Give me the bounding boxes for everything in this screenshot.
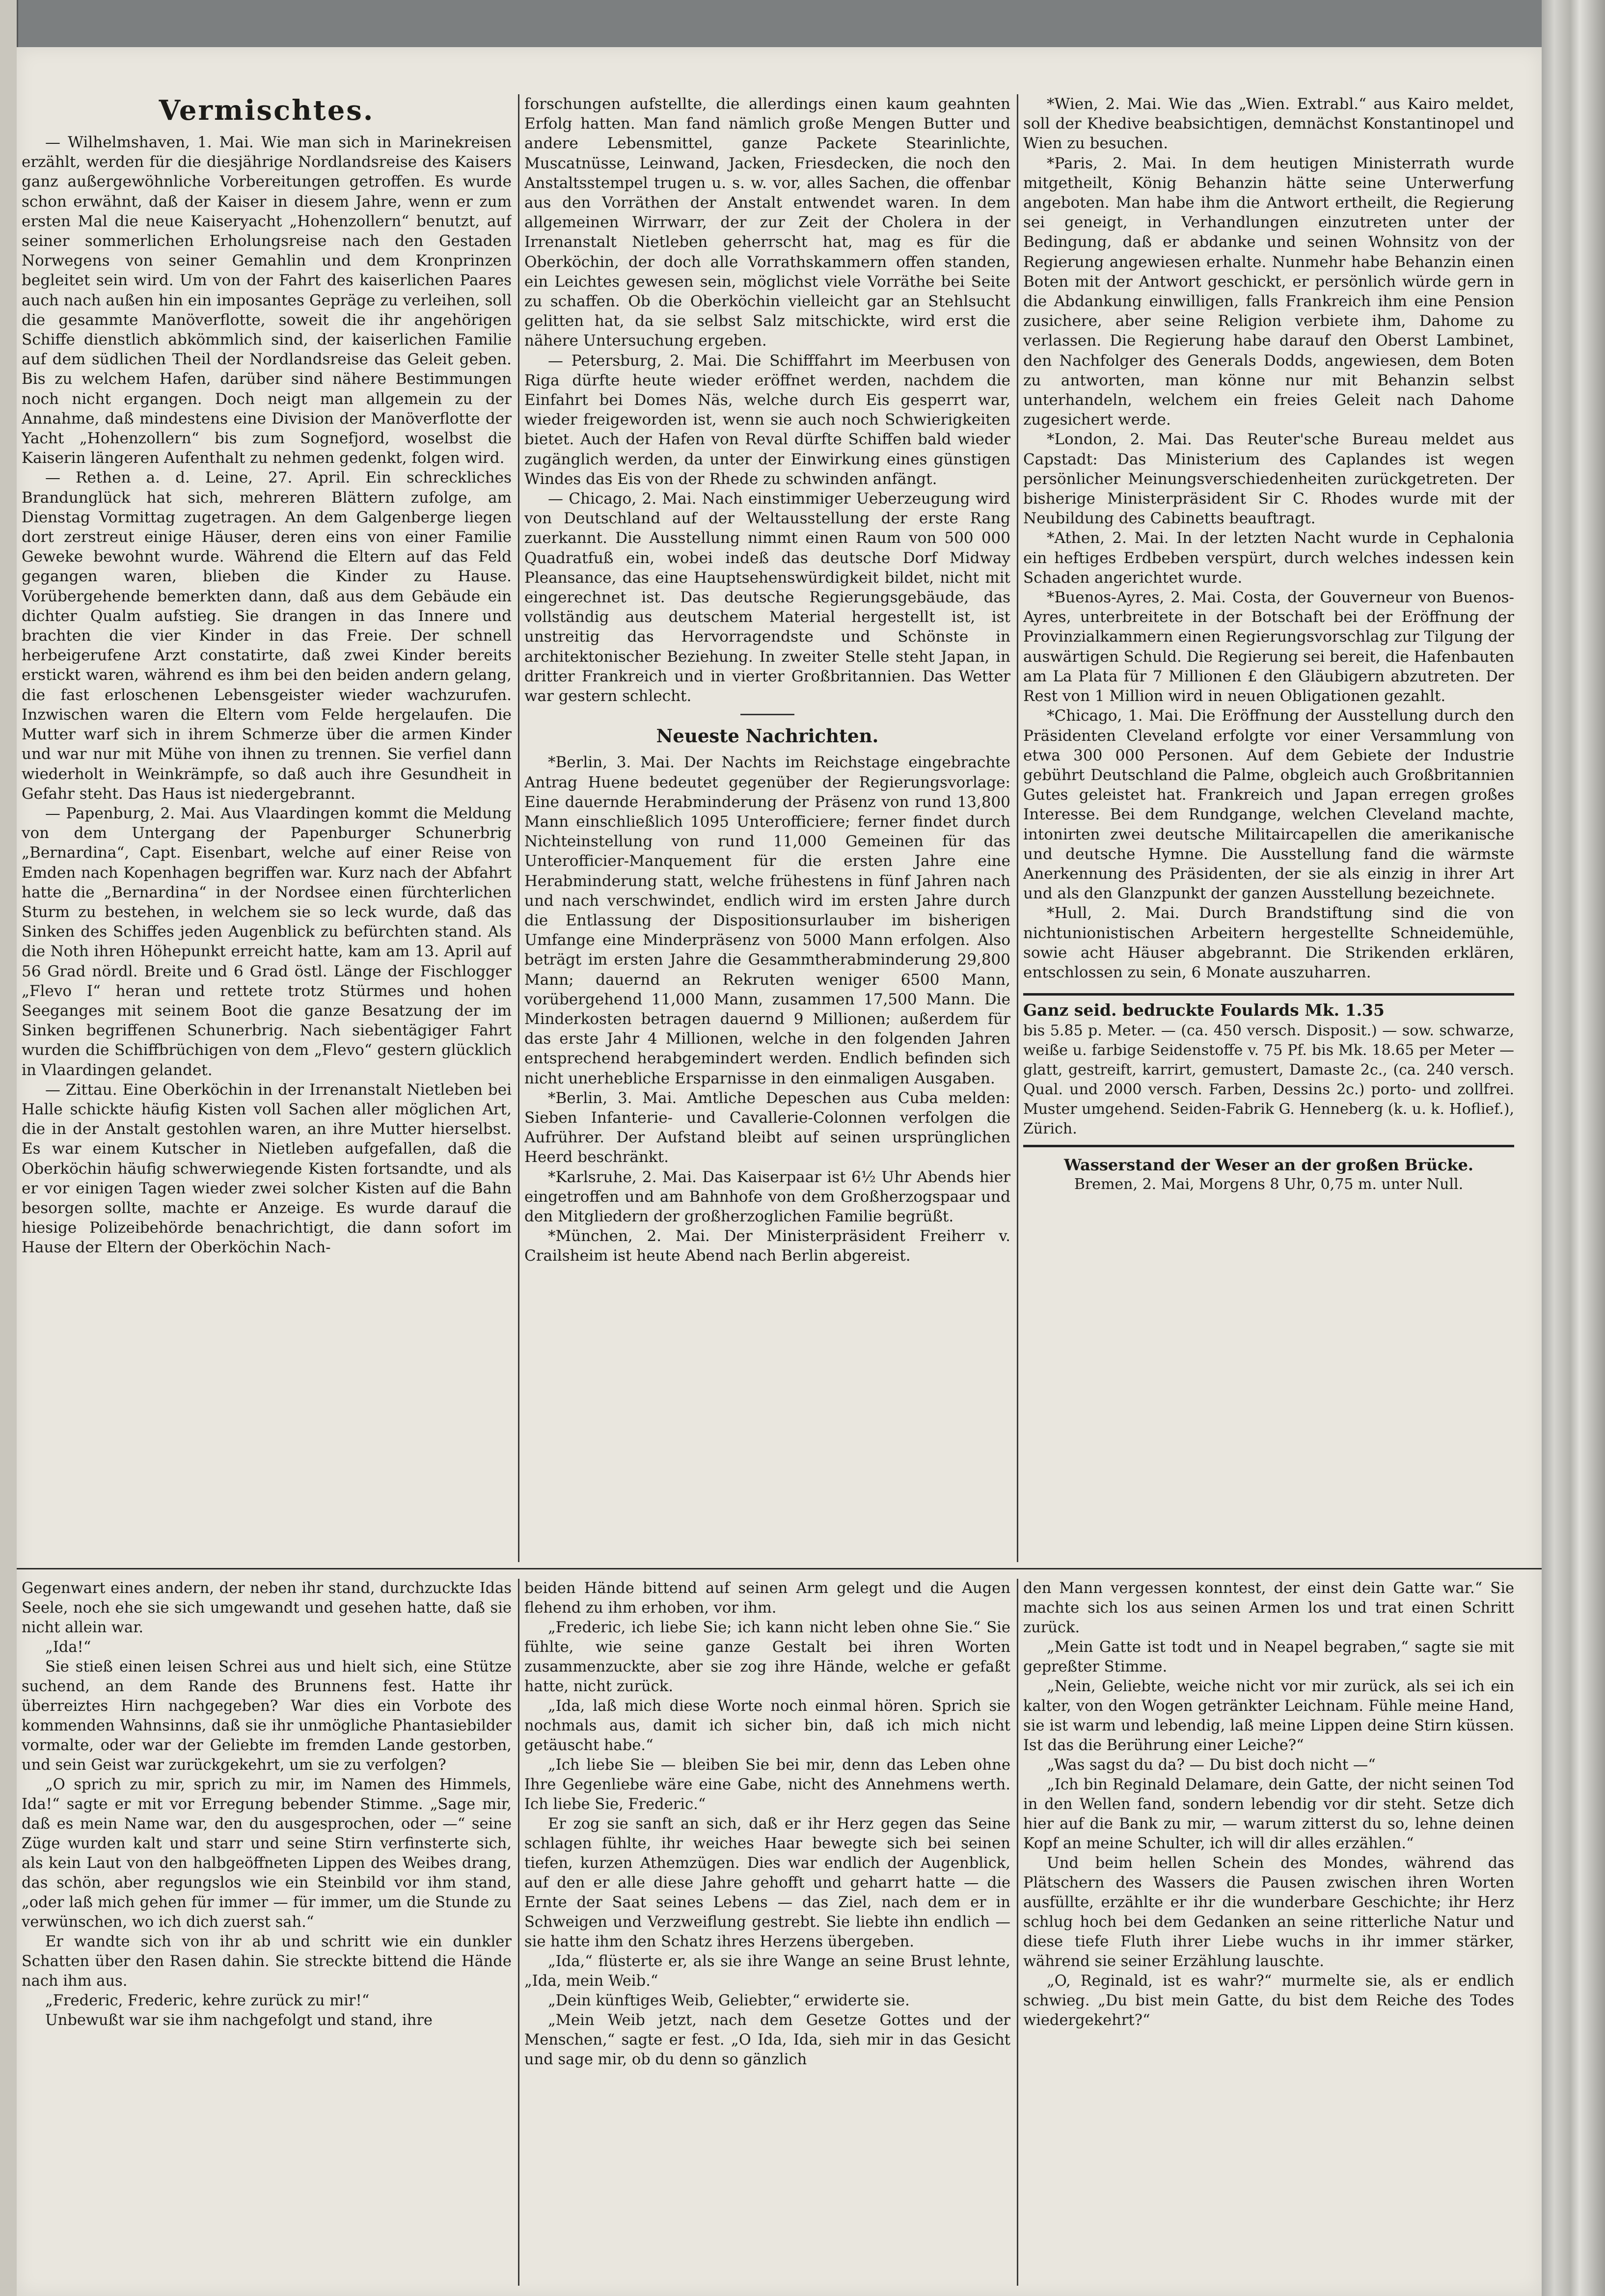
story-paragraph: „O, Reginald, ist es wahr?“ murmelte sie, als er endlich schwieg. „Du bist mein Gatte, du bist dem Reiche des Todes wiedergekehrt?“ (1023, 1972, 1514, 2029)
story-paragraph: den Mann vergessen konntest, der einst dein Gatte war.“ Sie machte sich los aus seinen Armen los und trat einen Schritt zurück. (1023, 1580, 1514, 1636)
news-muenchen: *München, 2. Mai. Der Ministerpräsident Freiherr v. Crailsheim ist heute Abend nach Berlin abgereist. (524, 1227, 1010, 1265)
separator-line (740, 714, 794, 715)
story-paragraph: „Ida,“ flüsterte er, als sie ihre Wange an seine Brust lehnte, „Ida, mein Weib.“ (524, 1953, 1010, 1990)
story-column-3 (1023, 1579, 1514, 2286)
column-middle (524, 94, 1010, 1562)
story-paragraph: „Nein, Geliebte, weiche nicht vor mir zurück, als sei ich ein kalter, von den Wogen getränkter Leichnam. Fühle meine Hand, sie ist warm und lebendig, laß meine Lippen deine Stirn küssen. Ist das die Berührung einer Leiche?“ (1023, 1678, 1514, 1754)
article-rethen: — Rethen a. d. Leine, 27. April. Ein schreckliches Brandunglück hat sich, mehreren Blättern zufolge, am Dienstag Vormittag zugetragen. An dem Galgenberge liegen dort zerstreut einige Häuser, deren eins von einer Familie Geweke bewohnt wurde. Während die Eltern auf das Feld gegangen waren, blieben die Kinder zu Hause. Vorübergehende bemerkten dann, daß aus dem Gebäude ein dichter Qualm aufstieg. Sie drangen in das Innere und brachten die vier Kinder in das Freie. Der schnell herbeigerufene Arzt constatirte, daß zwei Kinder bereits erstickt waren, während es ihm bei den beiden andern gelang, die fast erloschenen Lebensgeister wieder wachzurufen. Inzwischen waren die Eltern vom Felde hergelaufen. Die Mutter warf sich in ihrem Schmerze über die armen Kinder und war nur mit Mühe von ihnen zu trennen. Sie verfiel dann wiederholt in Weinkrämpfe, so daß auch ihre Gesundheit in Gefahr steht. Das Haus ist niedergebrannt. (22, 469, 512, 803)
story-paragraph: Gegenwart eines andern, der neben ihr stand, durchzuckte Idas Seele, noch ehe sie sich umgewandt und gesehen hatte, daß sie nicht allein war. (22, 1580, 512, 1636)
news-hull: *Hull, 2. Mai. Durch Brandstiftung sind die von nichtunionistischen Arbeitern hergestellte Schneidemühle, sowie acht Häuser abgebrannt. Die Strikenden erklären, entschlossen zu sein, 6 Monate auszuharren. (1023, 904, 1514, 981)
news-berlin-2: *Berlin, 3. Mai. Amtliche Depeschen aus Cuba melden: Sieben Infanterie- und Cavallerie-Colonnen verfolgen die Aufrührer. Der Aufstand bleibt auf seinen ursprünglichen Heerd beschränkt. (524, 1089, 1010, 1166)
article-zittau: — Zittau. Eine Oberköchin in der Irrenanstalt Nietleben bei Halle schickte häufig Kisten voll Sachen aller möglichen Art, die in der Anstalt gestohlen waren, an ihre Mutter hierselbst. Es war einem Kutscher in Nietleben aufgefallen, daß die Oberköchin häufig schwerwiegende Kisten fortsandte, und als er vor einigen Tagen wieder zwei solcher Kisten auf die Bahn besorgen sollte, machte er Anzeige. Es wurde darauf die hiesige Polizeibehörde benachrichtigt, die dann sofort im Hause der Eltern der Oberköchin Nach- (22, 1080, 512, 1257)
column-divider (518, 94, 519, 1562)
story-paragraph: „Was sagst du da? — Du bist doch nicht —“ (1047, 1756, 1376, 1774)
news-berlin-1: *Berlin, 3. Mai. Der Nachts im Reichstage eingebrachte Antrag Huene bedeutet gegenüber der Regierungsvorlage: Eine dauernde Herabminderung der Präsenz von rund 13,800 Mann einschließlich 1095 Unterofficiere; ferner findet durch Nichteinstellung von rund 11,000 Gemeinen für das Unterofficier-Manquement für die ersten Jahre eine Herabminderung statt, welche frühestens in fünf Jahren nach und nach verschwindet, endlich wird im ersten Jahre durch die Entlassung der Dispositionsurlauber im bisherigen Umfange eine Minderpräsenz von 5000 Mann erfolgen. Also beträgt im ersten Jahre die Gesammtherabminderung 29,800 Mann; dauernd an Rekruten weniger 6500 Mann, vorübergehend 11,000 Mann, zusammen 17,500 Mann. Die Minderkosten betragen dauernd 9 Millionen; außerdem für das erste Jahr 4 Millionen, welche in den folgenden Jahren entsprechend herabgemindert werden. Endlich befinden sich nicht unerhebliche Ersparnisse in den einmaligen Ausgaben. (524, 754, 1010, 1087)
feuilleton-divider (17, 1568, 1542, 1569)
article-petersburg: — Petersburg, 2. Mai. Die Schifffahrt im Meerbusen von Riga dürfte heute wieder eröffnet werden, nachdem die Einfahrt bei Domes Näs, welche durch Eis gesperrt war, wieder freigeworden ist, wenn sie auch noch Schwierigkeiten bietet. Auch der Hafen von Reval dürfte Schiffen bald wieder zugänglich werden, da unter der Einwirkung eines günstigen Windes das Eis von der Rhede zu schwinden anfängt. (524, 351, 1010, 488)
story-paragraph: „Ida!“ (45, 1639, 91, 1656)
news-london: *London, 2. Mai. Das Reuter'sche Bureau meldet aus Capstadt: Das Ministerium des Caplandes ist wegen persönlicher Meinungsverschiedenheiten zurückgetreten. Der bisherige Ministerpräsident Sir C. Rhodes wurde mit der Neubildung des Cabinetts beauftragt. (1023, 431, 1514, 528)
story-paragraph: „O sprich zu mir, sprich zu mir, im Namen des Himmels, Ida!“ sagte er mit vor Erregung bebender Stimme. „Sage mir, daß es mein Name war, den du ausgesprochen, oder —“ seine Züge wurden kalt und starr und seine Stirn verfinsterte sich, als kein Laut von den halbgeöffneten Lippen des Weibes drang, das schön, aber regungslos wie ein Steinbild vor ihm stand, „oder laß mich gehen für immer — für immer, um die Stunde zu verwünschen, wo ich dich zuerst sah.“ (22, 1776, 512, 1931)
news-karlsruhe: *Karlsruhe, 2. Mai. Das Kaiserpaar ist 6½ Uhr Abends hier eingetroffen und am Bahnhofe von dem Großherzogspaar und den Mitgliedern der großherzoglichen Familie begrüßt. (524, 1168, 1010, 1225)
story-paragraph: „Frederic, Frederic, kehre zurück zu mir!“ (45, 1992, 370, 2009)
ad-headline: Ganz seid. bedruckte Foulards Mk. 1.35 (1023, 1000, 1385, 1020)
story-paragraph: „Dein künftiges Weib, Geliebter,“ erwiderte sie. (548, 1992, 910, 2009)
left-page-edge (0, 0, 18, 2296)
news-buenos-ayres: *Buenos-Ayres, 2. Mai. Costa, der Gouverneur von Buenos-Ayres, unterbreitete in der Botschaft bei der Eröffnung der Provinzialkammern einen Regierungsvorschlag zur Tilgung der auswärtigen Schuld. Die Regierung sei bereit, die Hafenbauten am La Plata für 7 Millionen £ den Gläubigern abzutreten. Der Rest von 1 Million wird in neuen Obligationen gezahlt. (1023, 589, 1514, 705)
newspaper-page (17, 47, 1542, 2296)
news-paris: *Paris, 2. Mai. In dem heutigen Ministerrath wurde mitgetheilt, König Behanzin hätte seine Unterwerfung angeboten. Man habe ihm die Antwort ertheilt, die Regierung sei geneigt, in Verhandlungen einzutreten unter der Bedingung, daß er abdanke und seinen Wohnsitz von der Regierung angewiesen erhalte. Nunmehr habe Behanzin einen Boten mit der Antwort geschickt, er persönlich würde gern in die Abdankung einwilligen, falls Frankreich ihm eine Pension zusichere, aber seine Religion verbiete ihm, Dahome zu verlassen. Die Regierung habe darauf den Oberst Lambinet, den Nachfolger des Generals Dodds, angewiesen, dem Boten zu antworten, man könne nur mit Behanzin selbst unterhandeln, welchem ein freies Geleit nach Dahome zugesichert werde. (1023, 154, 1514, 429)
story-paragraph: „Ich bin Reginald Delamare, dein Gatte, der nicht seinen Tod in den Wellen fand, sondern lebendig vor dir steht. Setze dich hier auf die Bank zu mir, — warum zitterst du so, lehne deinen Kopf an meine Schulter, ich will dir alles erzählen.“ (1023, 1776, 1514, 1852)
column-divider (1017, 94, 1018, 1562)
story-paragraph: „Mein Gatte ist todt und in Neapel begraben,“ sagte sie mit gepreßter Stimme. (1023, 1639, 1514, 1675)
column-left (22, 91, 512, 1557)
story-column-1 (22, 1579, 512, 2286)
column-right (1023, 94, 1514, 1562)
story-paragraph: beiden Hände bittend auf seinen Arm gelegt und die Augen flehend zu ihm erhoben, vor ihm. (524, 1580, 1010, 1617)
story-paragraph: „Ich liebe Sie — bleiben Sie bei mir, denn das Leben ohne Ihre Gegenliebe wäre eine Gabe, nicht des Annehmens werth. Ich liebe Sie, Frederic.“ (524, 1756, 1010, 1813)
story-paragraph: Sie stieß einen leisen Schrei aus und hielt sich, eine Stütze suchend, an dem Rande des Brunnens fest. Hatte ihr überreiztes Hirn nachgegeben? War dies ein Vorbote des kommenden Wahnsinns, daß sie ihr unmögliche Phantasiebilder vormalte, oder war der Geliebte im fremden Lande gestorben, und sein Geist war zurückgekehrt, um sie zu verfolgen? (22, 1658, 512, 1774)
story-paragraph: „Ida, laß mich diese Worte noch einmal hören. Sprich sie nochmals aus, damit ich sicher bin, daß ich mich nicht getäuscht habe.“ (524, 1698, 1010, 1754)
right-page-edge (1542, 0, 1605, 2296)
article-zittau-cont: forschungen aufstellte, die allerdings einen kaum geahnten Erfolg hatten. Man fand nämlich große Mengen Butter und andere Lebensmittel, ganze Packete Stearinlichte, Muscatnüsse, Leinwand, Jacken, Friesdecken, die noch den Anstaltsstempel trugen u. s. w. vor, alles Sachen, die offenbar aus den Vorräthen der Anstalt entwendet waren. In dem allgemeinen Wirrwarr, der zur Zeit der Cholera in der Irrenanstalt Nietleben geherrscht hat, mag es für die Oberköchin, der doch alle Vorrathskammern offen standen, ein Leichtes gewesen sein, möglichst viele Vorräthe bei Seite zu schaffen. Ob die Oberköchin vielleicht gar an Stehlsucht gelitten hat, da sie selbst Salz mitschickte, wird erst die nähere Untersuchung ergeben. (524, 95, 1010, 350)
ad-body: bis 5.85 p. Meter. — (ca. 450 versch. Disposit.) — sow. schwarze, weiße u. farbige Seidenstoffe v. 75 Pf. bis Mk. 18.65 per Meter — glatt, gestreift, karrirt, gemustert, Damaste 2c., (ca. 240 versch. Qual. und 2000 versch. Farben, Dessins 2c.) porto- und zollfrei. Muster umgehend. Seiden-Fabrik G. Henneberg (k. u. k. Hoflief.), Zürich. (1023, 1022, 1514, 1138)
section-heading: Vermischtes. (159, 94, 375, 127)
article-papenburg: — Papenburg, 2. Mai. Aus Vlaardingen kommt die Meldung von dem Untergang der Papenburger Schunerbrig „Bernardina“, Capt. Eisenbart, welche auf einer Reise von Emden nach Kopenhagen begriffen war. Kurz nach der Abfahrt hatte die „Bernardina“ in der Nordsee einen fürchterlichen Sturm zu bestehen, in welchem sie so leck wurde, daß das Sinken des Schiffes jeden Augenblick zu befürchten stand. Als die Noth ihren Höhepunkt erreicht hatte, kam am 13. April auf 56 Grad nördl. Breite und 6 Grad östl. Länge der Fischlogger „Flevo I“ heran und rettete trotz Stürmes und hohen Seeganges mit seinem Boot die ganze Besatzung der im Sinken begriffenen Schunerbrig. Nach siebentägiger Fahrt wurden die Schiffbrüchigen von dem „Flevo“ gestern glücklich in Vlaardingen gelandet. (22, 804, 512, 1079)
water-level-notice (1023, 1155, 1514, 1194)
article-wilhelmshaven: — Wilhelmshaven, 1. Mai. Wie man sich in Marinekreisen erzählt, werden für die diesjährige Nordlandsreise des Kaisers ganz außergewöhnliche Vorbereitungen getroffen. Es wurde schon erwähnt, daß der Kaiser in diesem Jahre, wenn er zum ersten Mal die neue Kaiseryacht „Hohenzollern“ benutzt, auf seiner sommerlichen Erholungsreise nach den Gestaden Norwegens von seiner Gemahlin und dem Kronprinzen begleitet sein wird. Um von der Fahrt des kaiserlichen Paares auch nach außen hin ein imposantes Gepräge zu verleihen, soll die gesammte Manöverflotte, soweit die ihr angehörigen Schiffe dienstlich abkömmlich sind, der kaiserlichen Familie auf dem südlichen Theil der Nordlandsreise das Geleit geben. Bis zu welchem Hafen, darüber sind nähere Bestimmungen noch nicht ergangen. Doch neigt man allgemein zu der Annahme, daß mindestens eine Division der Manöverflotte der Yacht „Hohenzollern“ bis zum Sognefjord, woselbst die Kaiserin längeren Aufenthalt zu nehmen gedenkt, folgen wird. (22, 134, 512, 467)
water-level-heading: Wasserstand der Weser an der großen Brücke. (1063, 1156, 1474, 1175)
advertisement (1023, 993, 1514, 1147)
article-chicago: — Chicago, 2. Mai. Nach einstimmiger Ueberzeugung wird von Deutschland auf der Weltausstellung der erste Rang zuerkannt. Die Ausstellung nimmt einen Raum von 500 000 Quadratfuß ein, wobei indeß das deutsche Dorf Midway Pleansance, das eine Hauptsehenswürdigkeit bildet, nicht mit eingerechnet ist. Das deutsche Regierungsgebäude, das vollständig aus deutschem Material hergestellt ist, ist unstreitig das Hervorragendste und Schönste in architektonischer Beziehung. In zweiter Stelle steht Japan, in dritter Frankreich und in vierter Großbritannien. Das Wetter war gestern schlecht. (524, 490, 1010, 705)
story-paragraph: Unbewußt war sie ihm nachgefolgt und stand, ihre (45, 2012, 433, 2029)
story-divider (518, 1579, 519, 2286)
story-paragraph: „Frederic, ich liebe Sie; ich kann nicht leben ohne Sie.“ Sie fühlte, wie seine ganze Gestalt bei ihren Worten zusammenzuckte, aber sie zog ihre Hände, welche er gefaßt hatte, nicht zurück. (524, 1619, 1010, 1695)
story-paragraph: Er zog sie sanft an sich, daß er ihr Herz gegen das Seine schlagen fühlte, ihr weiches Haar bewegte sich bei seinen tiefen, kurzen Athemzügen. Dies war endlich der Augenblick, auf den er alle diese Jahre gehofft und geharrt hatte — die Ernte der Saat seines Lebens — das Ziel, nach dem er in Schweigen und Verzweiflung gestrebt. Sie liebte ihn endlich — sie hatte ihm den Schatz ihres Herzens übergeben. (524, 1815, 1010, 1950)
news-wien: *Wien, 2. Mai. Wie das „Wien. Extrabl.“ aus Kairo meldet, soll der Khedive beabsichtigen, demnächst Konstantinopel und Wien zu besuchen. (1023, 95, 1514, 153)
story-paragraph: „Mein Weib jetzt, nach dem Gesetze Gottes und der Menschen,“ sagte er fest. „O Ida, Ida, sieh mir in das Gesicht und sage mir, ob du denn so gänzlich (524, 2012, 1010, 2068)
news-heading: Neueste Nachrichten. (656, 725, 879, 747)
story-column-2 (524, 1579, 1010, 2286)
news-athen: *Athen, 2. Mai. In der letzten Nacht wurde in Cephalonia ein heftiges Erdbeben verspürt, durch welches indessen kein Schaden angerichtet wurde. (1023, 529, 1514, 587)
story-paragraph: Er wandte sich von ihr ab und schritt wie ein dunkler Schatten über den Rasen dahin. Sie streckte bittend die Hände nach ihm aus. (22, 1933, 512, 1990)
story-divider (1017, 1579, 1018, 2286)
water-level-text: Bremen, 2. Mai, Morgens 8 Uhr, 0,75 m. unter Null. (1074, 1176, 1464, 1193)
story-paragraph: Und beim hellen Schein des Mondes, während das Plätschern des Wassers die Pausen zwischen ihren Worten ausfüllte, erzählte er ihr die wunderbare Geschichte; ihr Herz schlug hoch bei dem Gedanken an seine ritterliche Natur und diese tiefe Fluth ihrer Liebe wuchs in ihr immer stärker, während sie seiner Erzählung lauschte. (1023, 1855, 1514, 1970)
news-chicago: *Chicago, 1. Mai. Die Eröffnung der Ausstellung durch den Präsidenten Cleveland erfolgte vor einer Versammlung von etwa 300 000 Personen. Auf dem Gebiete der Industrie gebührt Deutschland die Palme, obgleich auch Großbritannien Gutes geleistet hat. Frankreich und Japan erregen großes Interesse. Bei dem Rundgange, welchen Cleveland machte, intonirten zwei deutsche Militaircapellen die amerikanische und deutsche Hymne. Die Ausstellung fand die wärmste Anerkennung des Präsidenten, der sie als einzig in ihrer Art und als den Glanzpunkt der ganzen Ausstellung bezeichnete. (1023, 707, 1514, 903)
